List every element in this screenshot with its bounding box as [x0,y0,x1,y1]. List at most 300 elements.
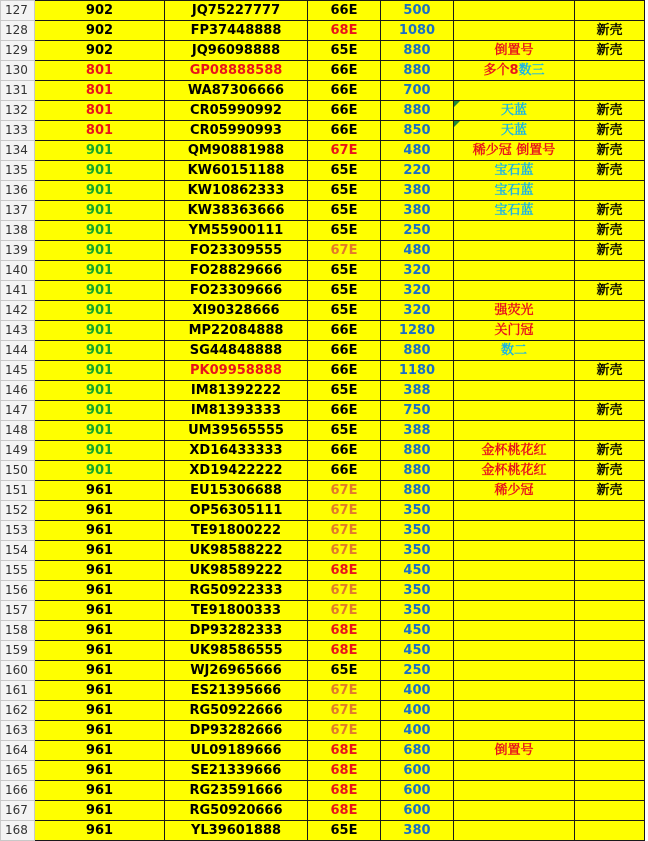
cell-prefix[interactable]: 902 [35,1,165,21]
cell-shell[interactable] [575,381,645,401]
cell-prefix[interactable]: 961 [35,521,165,541]
cell-note[interactable] [454,521,575,541]
cell-prefix[interactable]: 961 [35,781,165,801]
cell-size[interactable]: 65E [308,381,381,401]
cell-price[interactable]: 750 [381,401,454,421]
cell-size[interactable]: 66E [308,341,381,361]
cell-price[interactable]: 500 [381,1,454,21]
cell-size[interactable]: 65E [308,181,381,201]
row-number[interactable]: 161 [1,681,35,701]
cell-prefix[interactable]: 961 [35,741,165,761]
cell-size[interactable]: 67E [308,521,381,541]
cell-price[interactable]: 250 [381,221,454,241]
cell-note[interactable] [454,541,575,561]
cell-size[interactable]: 65E [308,161,381,181]
cell-shell[interactable]: 新壳 [575,21,645,41]
cell-serial[interactable]: JQ75227777 [165,1,308,21]
cell-prefix[interactable]: 901 [35,381,165,401]
cell-serial[interactable]: EU15306688 [165,481,308,501]
cell-serial[interactable]: XD16433333 [165,441,308,461]
cell-prefix[interactable]: 961 [35,621,165,641]
row-number[interactable]: 145 [1,361,35,381]
cell-shell[interactable]: 新壳 [575,41,645,61]
cell-serial[interactable]: YM55900111 [165,221,308,241]
cell-size[interactable]: 68E [308,641,381,661]
cell-note[interactable] [454,821,575,841]
cell-note[interactable] [454,661,575,681]
note-text: 天蓝 [500,123,527,138]
cell-prefix[interactable]: 901 [35,181,165,201]
cell-serial[interactable]: RG50922666 [165,701,308,721]
cell-price[interactable]: 880 [381,481,454,501]
row-number[interactable]: 136 [1,181,35,201]
cell-price[interactable]: 450 [381,641,454,661]
cell-price[interactable]: 320 [381,301,454,321]
cell-prefix[interactable]: 961 [35,581,165,601]
cell-size[interactable]: 65E [308,201,381,221]
cell-price[interactable]: 480 [381,141,454,161]
cell-note[interactable] [454,1,575,21]
cell-prefix[interactable]: 961 [35,641,165,661]
cell-prefix[interactable]: 801 [35,81,165,101]
cell-size[interactable]: 67E [308,241,381,261]
cell-shell[interactable] [575,501,645,521]
cell-shell[interactable] [575,261,645,281]
cell-price[interactable]: 880 [381,61,454,81]
row-number[interactable]: 138 [1,221,35,241]
cell-note[interactable] [454,681,575,701]
cell-prefix[interactable]: 901 [35,401,165,421]
note-text: 金杯桃花红 [481,463,547,478]
cell-serial[interactable]: RG50920666 [165,801,308,821]
note-text: 天蓝 [500,103,527,118]
cell-prefix[interactable]: 902 [35,41,165,61]
cell-serial[interactable]: ES21395666 [165,681,308,701]
cell-serial[interactable]: CR05990992 [165,101,308,121]
cell-note[interactable] [454,101,575,121]
cell-shell[interactable] [575,561,645,581]
cell-shell[interactable] [575,341,645,361]
cell-price[interactable]: 350 [381,601,454,621]
cell-prefix[interactable]: 961 [35,601,165,621]
cell-note[interactable] [454,701,575,721]
row-number[interactable]: 129 [1,41,35,61]
row-number[interactable]: 165 [1,761,35,781]
cell-size[interactable]: 65E [308,261,381,281]
cell-serial[interactable]: WJ26965666 [165,661,308,681]
row-number[interactable]: 164 [1,741,35,761]
cell-size[interactable]: 65E [308,221,381,241]
cell-prefix[interactable]: 901 [35,341,165,361]
cell-shell[interactable] [575,421,645,441]
cell-shell[interactable] [575,701,645,721]
cell-shell[interactable]: 新壳 [575,281,645,301]
cell-serial[interactable]: RG50922333 [165,581,308,601]
cell-prefix[interactable]: 801 [35,121,165,141]
cell-note[interactable] [454,741,575,761]
cell-serial[interactable]: CR05990993 [165,121,308,141]
cell-shell[interactable]: 新壳 [575,101,645,121]
cell-size[interactable]: 67E [308,681,381,701]
cell-shell[interactable]: 新壳 [575,201,645,221]
row-number[interactable]: 134 [1,141,35,161]
row-number[interactable]: 162 [1,701,35,721]
cell-note[interactable] [454,581,575,601]
cell-note[interactable] [454,381,575,401]
cell-serial[interactable]: KW60151188 [165,161,308,181]
cell-note[interactable] [454,461,575,481]
cell-note[interactable] [454,261,575,281]
cell-prefix[interactable]: 961 [35,701,165,721]
cell-size[interactable]: 65E [308,281,381,301]
row-number[interactable]: 131 [1,81,35,101]
cell-shell[interactable] [575,761,645,781]
cell-shell[interactable]: 新壳 [575,241,645,261]
cell-size[interactable]: 66E [308,101,381,121]
cell-size[interactable]: 66E [308,1,381,21]
cell-note[interactable] [454,61,575,81]
cell-shell[interactable] [575,541,645,561]
cell-price[interactable]: 600 [381,781,454,801]
cell-prefix[interactable]: 961 [35,681,165,701]
cell-prefix[interactable]: 961 [35,661,165,681]
cell-serial[interactable]: FO23309555 [165,241,308,261]
row-number[interactable]: 155 [1,561,35,581]
cell-price[interactable]: 400 [381,721,454,741]
cell-size[interactable]: 67E [308,721,381,741]
cell-price[interactable]: 880 [381,461,454,481]
cell-serial[interactable]: YL39601888 [165,821,308,841]
cell-note[interactable] [454,621,575,641]
row-number[interactable]: 142 [1,301,35,321]
cell-prefix[interactable]: 961 [35,721,165,741]
cell-prefix[interactable]: 901 [35,421,165,441]
cell-price[interactable]: 380 [381,821,454,841]
row-number[interactable]: 137 [1,201,35,221]
cell-serial[interactable]: UM39565555 [165,421,308,441]
cell-price[interactable]: 600 [381,761,454,781]
row-number[interactable]: 149 [1,441,35,461]
cell-size[interactable]: 67E [308,581,381,601]
cell-shell[interactable] [575,721,645,741]
cell-note[interactable] [454,481,575,501]
cell-price[interactable]: 880 [381,341,454,361]
cell-price[interactable]: 450 [381,561,454,581]
cell-prefix[interactable]: 901 [35,241,165,261]
cell-serial[interactable]: FO23309666 [165,281,308,301]
cell-prefix[interactable]: 901 [35,281,165,301]
cell-price[interactable]: 700 [381,81,454,101]
cell-shell[interactable]: 新壳 [575,461,645,481]
cell-shell[interactable] [575,801,645,821]
cell-size[interactable]: 66E [308,121,381,141]
cell-shell[interactable]: 新壳 [575,121,645,141]
cell-serial[interactable]: UL09189666 [165,741,308,761]
cell-size[interactable]: 66E [308,321,381,341]
cell-price[interactable]: 1080 [381,21,454,41]
row-number[interactable]: 154 [1,541,35,561]
cell-size[interactable]: 68E [308,21,381,41]
cell-price[interactable]: 600 [381,801,454,821]
cell-note[interactable] [454,321,575,341]
row-number[interactable]: 148 [1,421,35,441]
cell-price[interactable]: 400 [381,701,454,721]
table-row [1,41,645,61]
cell-size[interactable]: 67E [308,601,381,621]
cell-prefix[interactable]: 801 [35,61,165,81]
cell-serial[interactable]: KW10862333 [165,181,308,201]
row-number[interactable]: 167 [1,801,35,821]
row-number[interactable]: 168 [1,821,35,841]
cell-size[interactable]: 68E [308,801,381,821]
cell-price[interactable]: 480 [381,241,454,261]
cell-serial[interactable]: OP56305111 [165,501,308,521]
row-number[interactable]: 127 [1,1,35,21]
cell-note[interactable] [454,141,575,161]
cell-serial[interactable]: FO28829666 [165,261,308,281]
cell-shell[interactable] [575,321,645,341]
cell-note[interactable] [454,241,575,261]
row-number[interactable]: 156 [1,581,35,601]
cell-prefix[interactable]: 901 [35,161,165,181]
cell-price[interactable]: 320 [381,261,454,281]
cell-size[interactable]: 68E [308,781,381,801]
cell-shell[interactable] [575,821,645,841]
row-number[interactable]: 159 [1,641,35,661]
row-number[interactable]: 166 [1,781,35,801]
cell-shell[interactable]: 新壳 [575,401,645,421]
cell-serial[interactable]: SE21339666 [165,761,308,781]
cell-note[interactable] [454,501,575,521]
cell-serial[interactable]: UK98588222 [165,541,308,561]
cell-note[interactable] [454,41,575,61]
cell-note[interactable] [454,641,575,661]
row-number[interactable]: 133 [1,121,35,141]
cell-serial[interactable]: IM81393333 [165,401,308,421]
cell-serial[interactable]: UK98589222 [165,561,308,581]
cell-size[interactable]: 66E [308,441,381,461]
cell-serial[interactable]: UK98586555 [165,641,308,661]
table-row [1,821,645,841]
cell-size[interactable]: 68E [308,761,381,781]
row-number[interactable]: 128 [1,21,35,41]
cell-prefix[interactable]: 901 [35,301,165,321]
cell-note[interactable] [454,201,575,221]
cell-serial[interactable]: PK09958888 [165,361,308,381]
cell-serial[interactable]: XI90328666 [165,301,308,321]
cell-serial[interactable]: KW38363666 [165,201,308,221]
cell-size[interactable]: 66E [308,401,381,421]
cell-prefix[interactable]: 901 [35,321,165,341]
row-number[interactable]: 152 [1,501,35,521]
cell-note[interactable] [454,301,575,321]
cell-size[interactable]: 65E [308,821,381,841]
cell-prefix[interactable]: 901 [35,261,165,281]
cell-price[interactable]: 388 [381,421,454,441]
cell-note[interactable] [454,21,575,41]
cell-shell[interactable]: 新壳 [575,141,645,161]
row-number[interactable]: 140 [1,261,35,281]
cell-shell[interactable] [575,181,645,201]
cell-serial[interactable]: RG23591666 [165,781,308,801]
cell-serial[interactable]: MP22084888 [165,321,308,341]
cell-note[interactable] [454,341,575,361]
row-number[interactable]: 157 [1,601,35,621]
cell-note[interactable] [454,601,575,621]
cell-shell[interactable] [575,601,645,621]
cell-price[interactable]: 1280 [381,321,454,341]
cell-price[interactable]: 400 [381,681,454,701]
cell-shell[interactable] [575,301,645,321]
cell-prefix[interactable]: 961 [35,801,165,821]
cell-serial[interactable]: TE91800333 [165,601,308,621]
cell-shell[interactable]: 新壳 [575,361,645,381]
cell-prefix[interactable]: 901 [35,361,165,381]
cell-price[interactable]: 350 [381,581,454,601]
cell-shell[interactable] [575,521,645,541]
cell-size[interactable]: 68E [308,561,381,581]
row-number[interactable]: 143 [1,321,35,341]
cell-prefix[interactable]: 801 [35,101,165,121]
cell-price[interactable]: 220 [381,161,454,181]
row-number[interactable]: 132 [1,101,35,121]
cell-price[interactable]: 880 [381,441,454,461]
cell-serial[interactable]: QM90881988 [165,141,308,161]
cell-note[interactable] [454,281,575,301]
cell-shell[interactable] [575,641,645,661]
cell-note[interactable] [454,121,575,141]
row-number[interactable]: 135 [1,161,35,181]
cell-shell[interactable]: 新壳 [575,481,645,501]
cell-serial[interactable]: WA87306666 [165,81,308,101]
cell-serial[interactable]: TE91800222 [165,521,308,541]
cell-note[interactable] [454,441,575,461]
cell-shell[interactable] [575,81,645,101]
cell-price[interactable]: 350 [381,521,454,541]
cell-serial[interactable]: DP93282333 [165,621,308,641]
cell-shell[interactable]: 新壳 [575,161,645,181]
cell-note[interactable] [454,781,575,801]
row-number[interactable]: 130 [1,61,35,81]
cell-serial[interactable]: SG44848888 [165,341,308,361]
cell-size[interactable]: 68E [308,621,381,641]
cell-price[interactable]: 1180 [381,361,454,381]
row-number[interactable]: 146 [1,381,35,401]
row-number[interactable]: 160 [1,661,35,681]
cell-prefix[interactable]: 901 [35,141,165,161]
cell-serial[interactable]: FP37448888 [165,21,308,41]
cell-price[interactable]: 450 [381,621,454,641]
row-number[interactable]: 150 [1,461,35,481]
cell-size[interactable]: 67E [308,481,381,501]
cell-shell[interactable] [575,681,645,701]
cell-shell[interactable] [575,661,645,681]
cell-serial[interactable]: XD19422222 [165,461,308,481]
cell-size[interactable]: 66E [308,361,381,381]
cell-shell[interactable] [575,621,645,641]
cell-prefix[interactable]: 961 [35,761,165,781]
cell-note[interactable] [454,81,575,101]
cell-serial[interactable]: IM81392222 [165,381,308,401]
row-number[interactable]: 163 [1,721,35,741]
row-number[interactable]: 151 [1,481,35,501]
cell-note[interactable] [454,801,575,821]
cell-shell[interactable] [575,741,645,761]
cell-size[interactable]: 68E [308,741,381,761]
cell-serial[interactable]: DP93282666 [165,721,308,741]
cell-shell[interactable]: 新壳 [575,441,645,461]
row-number[interactable]: 158 [1,621,35,641]
cell-serial[interactable]: GP08888588 [165,61,308,81]
cell-price[interactable]: 380 [381,201,454,221]
cell-note[interactable] [454,421,575,441]
cell-price[interactable]: 388 [381,381,454,401]
cell-prefix[interactable]: 961 [35,541,165,561]
cell-note[interactable] [454,761,575,781]
row-number[interactable]: 141 [1,281,35,301]
cell-serial[interactable]: JQ96098888 [165,41,308,61]
cell-size[interactable]: 65E [308,421,381,441]
cell-price[interactable]: 880 [381,101,454,121]
cell-size[interactable]: 66E [308,81,381,101]
cell-note[interactable] [454,221,575,241]
cell-price[interactable]: 880 [381,41,454,61]
row-number[interactable]: 153 [1,521,35,541]
cell-price[interactable]: 380 [381,181,454,201]
cell-note[interactable] [454,561,575,581]
cell-note[interactable] [454,721,575,741]
cell-price[interactable]: 320 [381,281,454,301]
cell-note[interactable] [454,181,575,201]
cell-size[interactable]: 67E [308,141,381,161]
cell-size[interactable]: 67E [308,541,381,561]
cell-price[interactable]: 250 [381,661,454,681]
row-number[interactable]: 147 [1,401,35,421]
cell-prefix[interactable]: 961 [35,821,165,841]
cell-prefix[interactable]: 901 [35,441,165,461]
cell-size[interactable]: 65E [308,301,381,321]
cell-prefix[interactable]: 901 [35,221,165,241]
cell-prefix[interactable]: 902 [35,21,165,41]
cell-price[interactable]: 680 [381,741,454,761]
cell-prefix[interactable]: 901 [35,461,165,481]
cell-prefix[interactable]: 961 [35,561,165,581]
cell-shell[interactable] [575,61,645,81]
cell-size[interactable]: 66E [308,61,381,81]
cell-shell[interactable] [575,581,645,601]
cell-note[interactable] [454,401,575,421]
table-row [1,201,645,221]
cell-size[interactable]: 66E [308,461,381,481]
cell-price[interactable]: 850 [381,121,454,141]
cell-note[interactable] [454,161,575,181]
cell-prefix[interactable]: 901 [35,201,165,221]
cell-size[interactable]: 65E [308,41,381,61]
cell-price[interactable]: 350 [381,541,454,561]
cell-shell[interactable]: 新壳 [575,221,645,241]
row-number[interactable]: 139 [1,241,35,261]
cell-size[interactable]: 67E [308,701,381,721]
cell-price[interactable]: 350 [381,501,454,521]
cell-note[interactable] [454,361,575,381]
cell-size[interactable]: 67E [308,501,381,521]
cell-shell[interactable] [575,1,645,21]
cell-size[interactable]: 65E [308,661,381,681]
cell-prefix[interactable]: 961 [35,481,165,501]
cell-prefix[interactable]: 961 [35,501,165,521]
row-number[interactable]: 144 [1,341,35,361]
cell-shell[interactable] [575,781,645,801]
